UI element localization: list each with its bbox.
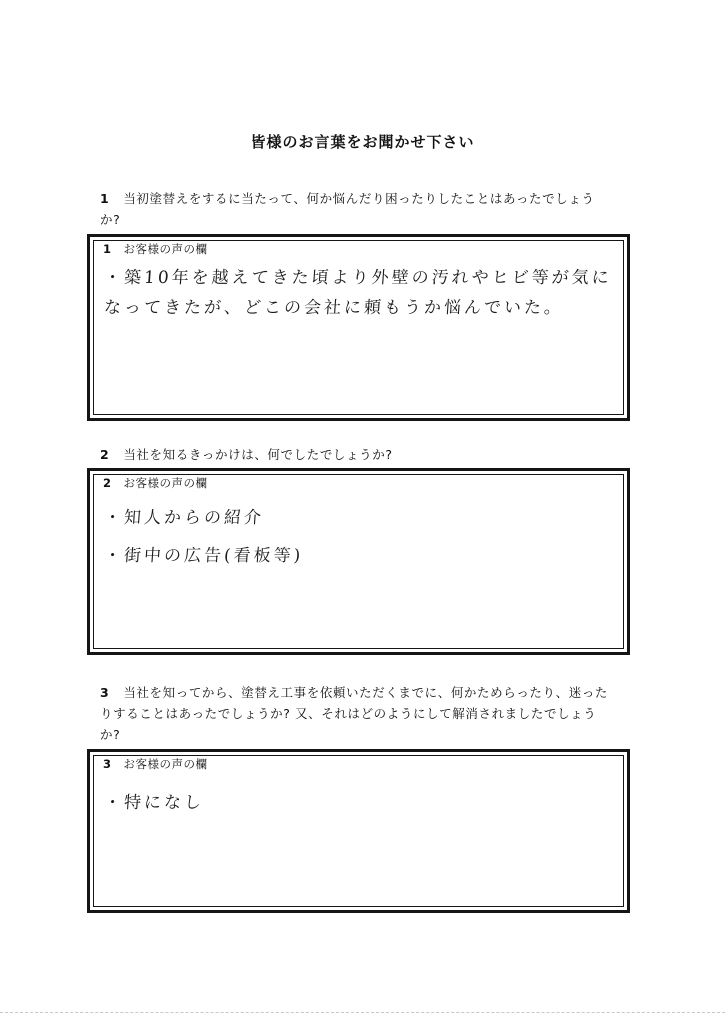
answer-1-line-1: ・築10年を越えてきた頃より外壁の汚れやヒビ等が気に [103, 268, 613, 288]
answer-box-1-label [103, 241, 208, 257]
question-2-line-1 [100, 444, 640, 465]
answer-2-line-1: ・知人からの紹介 [103, 508, 265, 528]
answer-2-lines [104, 499, 615, 575]
answer-box-3 [87, 749, 630, 913]
question-3-line-2: りすることはあったでしょうか? 又、それはどのようにして解消されましたでしょう [100, 706, 597, 721]
question-1-text-1: 当初塗替えをするに当たって、何か悩んだり困ったりしたことはあったでしょう [123, 191, 595, 206]
answer-1-lines [104, 263, 615, 323]
answer-box-1 [87, 234, 630, 421]
answer-2-line-2: ・街中の広告(看板等) [103, 546, 304, 566]
question-3-number: 3 [100, 685, 110, 700]
answer-box-2-number: 2 [103, 476, 112, 490]
answer-box-1-label-text: お客様の声の欄 [123, 242, 208, 256]
page-title: 皆様のお言葉をお聞かせ下さい [250, 133, 475, 151]
answer-3-lines [104, 788, 615, 818]
question-2-text-1: 当社を知るきっかけは、何でしたでしょうか? [123, 447, 393, 462]
question-2-number: 2 [100, 447, 110, 462]
question-3-line-3: か? [100, 727, 121, 742]
answer-box-3-label-text: お客様の声の欄 [123, 757, 208, 771]
answer-box-2-label-text: お客様の声の欄 [123, 476, 208, 490]
answer-box-1-number: 1 [103, 242, 112, 256]
question-3-line-1 [100, 682, 640, 703]
question-1-line-1 [100, 188, 640, 209]
answer-box-1-inner [93, 240, 624, 415]
answer-box-3-inner [93, 755, 624, 907]
question-1 [100, 188, 640, 230]
answer-box-3-label [103, 756, 208, 772]
answer-3-line-1: ・特になし [103, 793, 205, 813]
question-1-number: 1 [100, 191, 110, 206]
question-3-text-1: 当社を知ってから、塗替え工事を依頼いただくまでに、何かためらったり、迷った [123, 685, 609, 700]
answer-box-3-number: 3 [103, 757, 112, 771]
answer-1-line-2: なってきたが、どこの会社に頼もうか悩んでいた。 [103, 298, 565, 318]
question-1-line-2: か? [100, 212, 121, 227]
answer-box-2-inner [93, 474, 624, 649]
question-2 [100, 444, 640, 465]
answer-box-2 [87, 468, 630, 655]
answer-box-2-label [103, 475, 208, 491]
bottom-dashed-rule [0, 1012, 725, 1013]
question-3 [100, 682, 640, 745]
